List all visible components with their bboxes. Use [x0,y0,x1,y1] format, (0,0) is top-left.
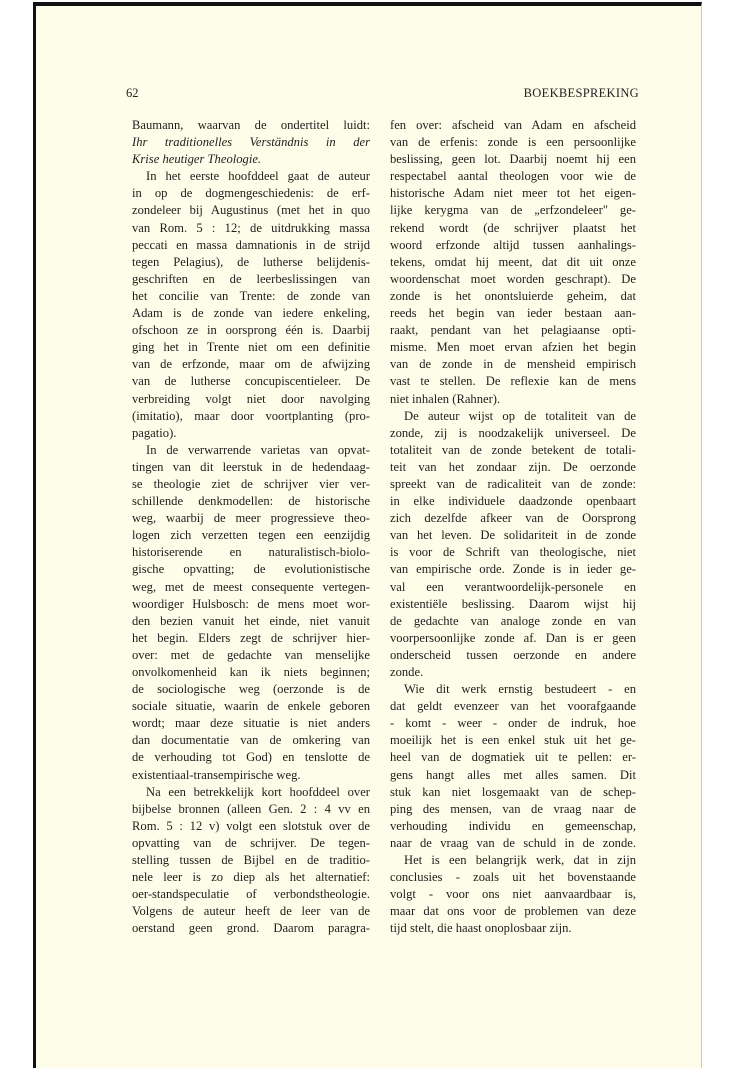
paragraph [132,442,370,784]
text-line: moeilijk het is een enkel stuk uit het ge- [390,733,636,748]
text-line: van de erfzonde, maar om de afwijzing [132,357,370,372]
text-line: de verhouding tot God) en tenslotte de [132,750,370,765]
text-line: volgt - voor ons niet aanvaardbaar is, [390,887,636,902]
text-line: respectabel aantal theologen voor wie de [390,169,636,184]
text-line: woord erfzonde altijd tussen aanhalings- [390,237,636,252]
text-line: De auteur wijst op de totaliteit van de [404,408,636,423]
text-line: fen over: afscheid van Adam en afscheid [390,118,636,132]
text-line: Ihr traditionelles Verständnis in der [132,135,370,150]
paragraph [390,117,636,408]
text-line: in op de dogmengeschiedenis: de erf- [132,186,370,201]
page-number: 62 [126,86,139,100]
text-line: gens hangt alles met alles samen. Dit [390,767,636,782]
text-line: onvolkomenheid kan ik niets beginnen; [132,665,370,679]
text-line: se theologie ziet de schrijver vier ver- [132,476,370,491]
text-line: rekend wordt (de schrijver plaatst het [390,220,636,235]
text-line: wordt; maar deze situatie is niet anders [132,716,370,731]
text-line: ping des mensen, van de vraag naar de [390,801,636,816]
text-line: van de zonde in de mensheid empirisch [390,357,636,372]
text-line: de sociologische weg (oerzonde is de [132,682,370,697]
text-line: existentiële beslissing. Daarom wijst hij [390,596,636,611]
scanned-page [33,2,702,1068]
text-line: onderscheid tussen oerzonde en andere [390,647,636,662]
text-line: bijbelse bronnen (alleen Gen. 2 : 4 vv en [132,801,370,816]
text-line: het concilie van Trente: de zonde van [132,288,370,303]
running-title: BOEKBESPREKING [523,86,639,100]
text-line: dan documentatie van de omkering van [132,733,370,748]
text-line: stelling tussen de Bijbel en de traditio- [132,853,370,868]
text-line: Volgens de auteur heeft de leer van de [132,904,370,919]
text-line: gische opvatting; de evolutionistische [132,562,370,577]
text-line: ging het in Trente niet om een definitie [132,340,370,355]
text-line: Rom. 5 : 12 v) volgt een slotstuk over de [132,818,370,833]
text-line: woordiger Hulsbosch: de mens moet wor- [132,596,370,611]
paragraph [132,117,370,168]
text-line: van het leven. De solidariteit in de zonde [390,528,636,543]
text-line: spreekt van de radicaliteit van de zonde: [390,476,636,491]
text-line: Het is een belangrijk werk, dat in zijn [404,853,636,868]
text-line: geschriften en de leerbeslissingen van [132,271,370,286]
text-line: maar dat ons voor de problemen van deze [390,904,636,919]
text-line: van de lutherse concupiscentieleer. De [132,374,370,389]
text-line: zonde, zij is noodzakelijk universeel. De [390,425,636,440]
text-line: verhouding individu en gemeenschap, [390,818,636,833]
text-line: totaliteit van de zonde betekent de totali- [390,442,636,457]
text-line: opvatting van de schrijver. De tegen- [132,835,370,850]
text-line: over: met de gedachte van menselijke [132,647,370,662]
text-line: tingen van dit leerstuk in de hedendaag- [132,459,370,474]
text-line: misme. Men moet ervan afzien het begin [390,340,636,355]
text-line: heel van de dogmatiek uit te pellen: er- [390,750,636,765]
paragraph [390,408,636,682]
text-line: niet inhalen (Rahner). [390,391,501,406]
text-line: historiserende en naturalistisch-biolo- [132,545,370,560]
paragraph [390,681,636,852]
text-line: Na een betrekkelijk kort hoofddeel over [146,784,370,799]
text-line: peccati en massa damnationis in de strijd [132,237,370,252]
paragraph [390,852,636,937]
text-line: tegen Pelagius), de lutherse belijdenis- [132,254,370,269]
text-line: naar de vraag van de schuld in de zonde. [390,835,636,850]
text-line: in elke individuele daadzonde openbaart [390,494,636,509]
text-line: weg, met de meest consequente vertegen- [132,579,370,594]
text-line: de gedachte van analoge zonde en van [390,613,636,628]
text-line: zonde is het onontsluierde geheim, dat [390,288,636,303]
text-line: beslissing, geen lot. Daarbij noemt hij een [390,152,636,167]
text-line: voorpersoonlijke zonde af. Dan is er geen [390,630,636,645]
paragraph [132,168,370,442]
text-line: historische Adam niet meer tot het eigen- [390,186,636,201]
text-line: reeds het begin van ieder bestaan aan- [390,306,636,321]
text-line: het begin. Elders zegt de schrijver hier- [132,630,370,645]
text-line: oer-standspeculatie of verbondstheologie. [132,887,370,902]
text-line: In de verwarrende varietas van opvat- [146,442,370,457]
text-line: tekens, omdat hij meent, dat dit uit onze [390,254,636,269]
paragraph [132,784,370,938]
text-line: Krise heutiger Theologie. [132,152,262,167]
text-line: van empirische orde. Zonde is in ieder ge- [390,562,636,577]
text-line: schillende denkmodellen: de historische [132,494,370,509]
text-line: tijd stelt, die haast onoplosbaar zijn. [390,921,572,936]
text-line: Baumann, waarvan de ondertitel luidt: [132,118,370,132]
text-line: dat geldt evenzeer van het voorafgaande [390,699,636,714]
text-line: van de erfenis: zonde is een persoonlijke [390,135,636,150]
text-line: stuk kan niet losgemaakt van de schep- [390,784,636,799]
text-line: teit van het zondaar zijn. De oerzonde [390,459,636,474]
text-line: sociale situatie, waarin de enkele geboren [132,699,370,714]
text-line: raakt, pendant van het pelagiaanse opti- [390,323,636,338]
text-line: Wie dit werk ernstig bestudeert - en [404,682,636,697]
right-column [390,117,636,938]
text-line: den bezien vanuit het einde, niet vanuit [132,613,370,628]
text-line: - komt - weer - onder de indruk, hoe [390,716,636,731]
text-line: pagatio). [132,425,177,440]
text-line: val een verantwoordelijk-personele en [390,579,636,594]
text-line: zonde. [390,665,424,679]
text-line: lijke kerygma van de „erfzondeleer" ge- [390,203,636,218]
text-line: logen zich verzetten tegen een eenzijdig [132,528,370,543]
text-line: zich dezelfde afkeer van de Oorsprong [390,511,636,526]
text-line: ofschoon ze in oorsprong één is. Daarbij [132,323,370,338]
text-line: (imitatio), maar door voortplanting (pro- [132,408,370,423]
text-line: zondeleer bij Augustinus (met het in quo [132,203,370,218]
text-line: van Rom. 5 : 12; de uitdrukking massa [132,220,370,235]
text-line: In het eerste hoofddeel gaat de auteur [146,169,370,184]
text-line: Adam is de zonde van iedere enkeling, [132,306,370,321]
text-line: is voor de Schrift van theologische, niet [390,545,636,560]
left-column [132,117,370,938]
text-line: vast te stellen. De reflexie kan de mens [390,374,636,389]
text-line: weg, waarbij de meer progressieve theo- [132,511,370,526]
text-line: woordenschat moet worden geschrapt). De [390,271,636,286]
text-line: conclusies - zoals uit het bovenstaande [390,870,636,885]
text-line: existentiaal-transempirische weg. [132,767,301,782]
text-line: oerstand geen grond. Daarom paragra- [132,921,370,936]
text-line: verbreiding volgt niet door navolging [132,391,370,406]
text-line: nele leer is zo diep als het alternatief: [132,870,370,885]
